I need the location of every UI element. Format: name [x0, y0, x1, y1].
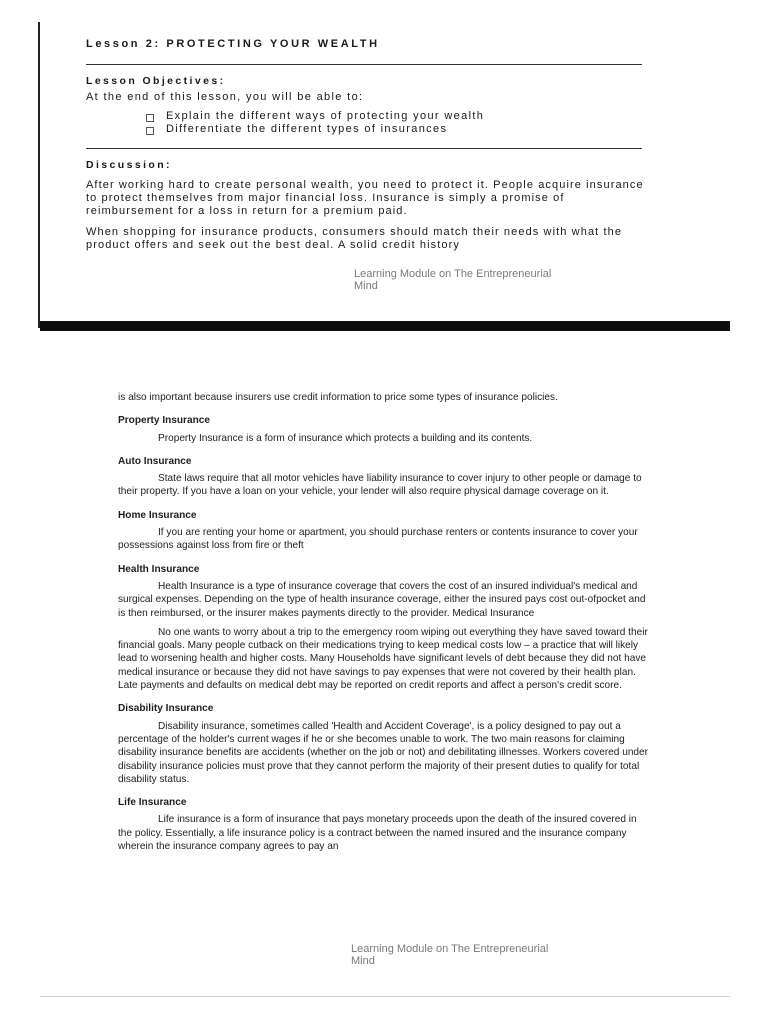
- page-footer: [354, 268, 644, 292]
- page-separator-bar: [40, 321, 730, 331]
- section-paragraph: Property Insurance is a form of insurance which protects a building and its contents.: [158, 432, 533, 444]
- lesson-title: Lesson 2: PROTECTING YOUR WEALTH: [86, 38, 380, 50]
- objective-text: Explain the different ways of protecting your wealth: [166, 110, 485, 122]
- footer-line: Learning Module on The Entrepreneurial: [351, 943, 549, 955]
- page-footer: [351, 943, 641, 967]
- list-item: [146, 110, 646, 123]
- checkbox-icon: [146, 114, 154, 122]
- bottom-divider: [40, 996, 730, 997]
- footer-line: Mind: [354, 280, 378, 292]
- section-heading: Home Insurance: [118, 509, 197, 521]
- objective-text: Differentiate the different types of insurances: [166, 123, 448, 135]
- checkbox-icon: [146, 127, 154, 135]
- list-item: [146, 123, 646, 136]
- section-heading: Disability Insurance: [118, 703, 214, 715]
- footer-line: Mind: [351, 955, 375, 967]
- section-paragraph: Health Insurance is a type of insurance coverage that covers the cost of an insured individual's medical and surgical expenses. Depending on the type of health insurance coverage, either the insured pays cost out-ofpocket and is then reimbursed, or the insurer makes payments directly to the provider. Medical Insurance: [118, 580, 646, 619]
- discussion-paragraph: When shopping for insurance products, consumers should match their needs with what the product offers and seek out the best deal. A solid credit history: [86, 226, 623, 251]
- section-paragraph: No one wants to worry about a trip to the emergency room wiping out everything they have saved toward their financial goals. Many people cutback on their medications trying to keep medical costs low – a practice that will likely lead to worsening health and higher costs. Many Households have significant levels of debt because they did not have medical insurance or because they did not have savings to pay expenses that were not covered by their health plan. Late payments and defaults on medical debt may be reported on credit reports and affect a person's credit score.: [118, 626, 648, 692]
- objectives-intro: At the end of this lesson, you will be able to:: [86, 91, 364, 103]
- section-heading: Health Insurance: [118, 563, 200, 575]
- section-heading: Life Insurance: [118, 797, 187, 809]
- footer-line: Learning Module on The Entrepreneurial: [354, 268, 552, 280]
- page-left-border: [38, 22, 40, 328]
- section-paragraph: Disability insurance, sometimes called 'Health and Accident Coverage', is a policy designed to pay out a percentage of the holder's current wages if he or she becomes unable to work. The two main reasons for claiming disability insurance benefits are accidents (whether on the job or not) and debilitating illnesses. Workers covered under disability insurance policies must prove that they cannot perform the majority of their present duties to qualify for total disability status.: [118, 720, 649, 785]
- objectives-heading: Lesson Objectives:: [86, 75, 226, 87]
- page-two-section: [118, 391, 650, 859]
- page-one-section: [86, 34, 646, 260]
- discussion-paragraph: After working hard to create personal wealth, you need to protect it. People acquire insurance to protect themselves from major financial loss. Insurance is simply a promise of reimbursement for a loss in return for a premium paid.: [86, 179, 644, 217]
- section-heading: Auto Insurance: [118, 455, 192, 467]
- objectives-list: [146, 110, 646, 136]
- divider: [86, 64, 642, 65]
- section-paragraph: Life insurance is a form of insurance that pays monetary proceeds upon the death of the insured covered in the policy. Essentially, a life insurance policy is a contract between the named insured and the insurance company wherein the insurance company agrees to pay an: [118, 814, 637, 853]
- section-paragraph: If you are renting your home or apartment, you should purchase renters or contents insurance to cover your possessions against loss from fire or theft: [118, 527, 638, 552]
- section-heading: Property Insurance: [118, 415, 210, 427]
- discussion-heading: Discussion:: [86, 159, 172, 171]
- section-paragraph: State laws require that all motor vehicles have liability insurance to cover injury to other people or damage to their property. If you have a loan on your vehicle, your lender will also require physical damage coverage on it.: [118, 473, 642, 498]
- divider: [86, 148, 642, 149]
- continuation-paragraph: is also important because insurers use credit information to price some types of insurance policies.: [118, 392, 558, 403]
